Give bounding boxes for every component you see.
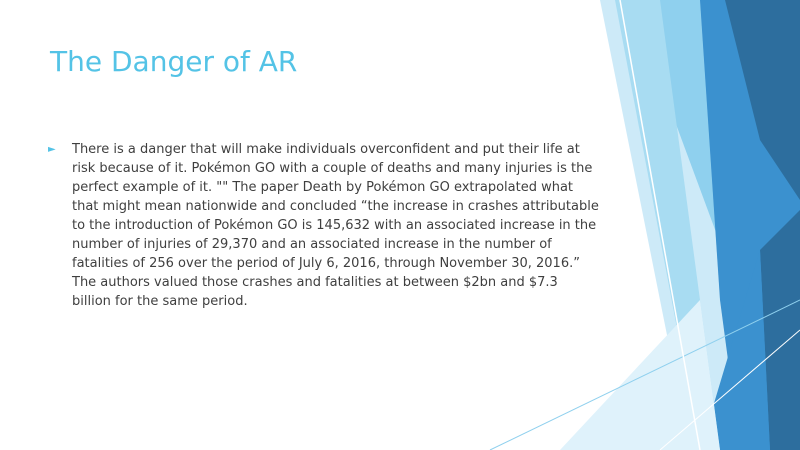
bullet-text: There is a danger that will make individuals overconfident and put their life at risk because of it. Pokémon GO with a couple of deaths and many injuries is the perfect example of it. "" The paper Death by Pokémon GO extrapolated what that might mean nationwide and concluded “the increase in crashes attributable to the introduction of Pokémon GO is 145,632 with an associated increase in the number of injuries of 29,370 and an associated increase in the number of fatalities of 256 over the period of July 6, 2016, through November 30, 2016.” The authors valued those crashes and fatalities at between $2bn and $7.3 billion for the same period. <box>72 142 599 309</box>
arrow-bullet-icon: ► <box>48 144 56 155</box>
slide-body <box>48 140 608 311</box>
bullet-item <box>48 140 608 311</box>
slide-title: The Danger of AR <box>50 45 298 78</box>
